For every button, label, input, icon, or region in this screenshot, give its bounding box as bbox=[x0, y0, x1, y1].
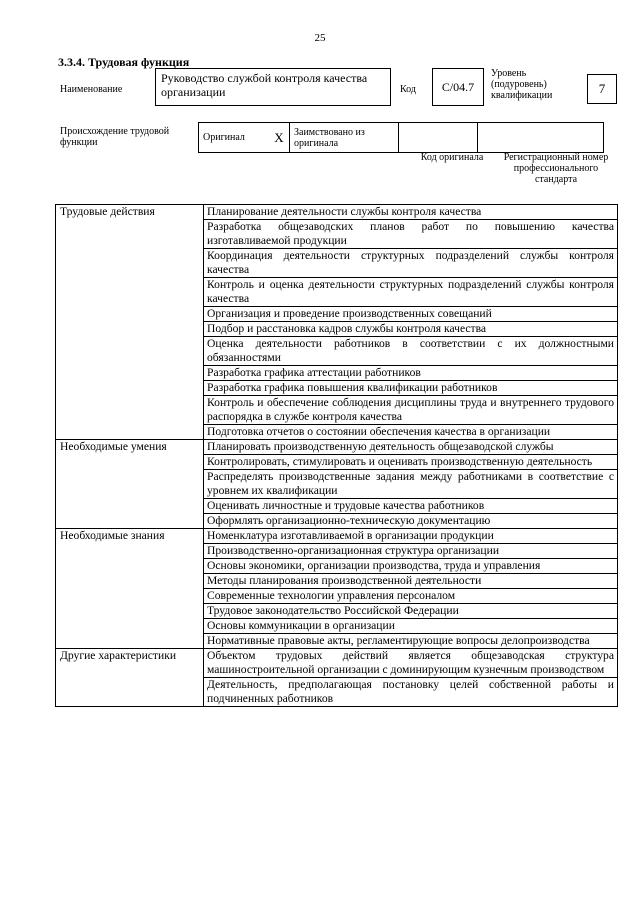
table-row bbox=[56, 205, 618, 220]
original-mark: X bbox=[269, 123, 290, 153]
section-item: Номенклатура изготавливаемой в организации продукции bbox=[204, 529, 618, 544]
section-item: Контроль и оценка деятельности структурных подразделений службы контроля качества bbox=[204, 278, 618, 307]
section-item: Разработка общезаводских планов работ по повышению качества изготавливаемой продукции bbox=[204, 220, 618, 249]
section-item: Методы планирования производственной деятельности bbox=[204, 574, 618, 589]
borrowed-label: Заимствовано из оригинала bbox=[290, 123, 399, 153]
section-item: Деятельность, предполагающая постановку целей собственной работы и подчиненных работников bbox=[204, 678, 618, 707]
section-item: Оформлять организационно-техническую документацию bbox=[204, 514, 618, 529]
section-item: Трудовое законодательство Российской Федерации bbox=[204, 604, 618, 619]
section-item: Планировать производственную деятельность общезаводской службы bbox=[204, 440, 618, 455]
table-row bbox=[56, 440, 618, 455]
code-label: Код bbox=[400, 84, 416, 95]
section-item: Разработка графика аттестации работников bbox=[204, 366, 618, 381]
section-item: Современные технологии управления персоналом bbox=[204, 589, 618, 604]
reg-number-caption: Регистрационный номер профессионального стандарта bbox=[503, 152, 609, 185]
section-title: 3.3.4. Трудовая функция bbox=[58, 55, 190, 69]
section-item: Планирование деятельности службы контроля качества bbox=[204, 205, 618, 220]
table-row bbox=[56, 649, 618, 678]
table-row bbox=[56, 529, 618, 544]
original-code-cell bbox=[399, 123, 478, 153]
section-item: Распределять производственные задания между работниками в соответствие с уровнем их квалификации bbox=[204, 470, 618, 499]
section-item: Основы экономики, организации производства, труда и управления bbox=[204, 559, 618, 574]
reg-number-cell bbox=[478, 123, 604, 153]
function-name-field: Руководство службой контроля качества организации bbox=[155, 68, 391, 106]
qualification-level-field: 7 bbox=[587, 74, 617, 104]
level-label: Уровень (подуровень) квалификации bbox=[491, 68, 553, 101]
section-item: Подбор и расстановка кадров службы контроля качества bbox=[204, 322, 618, 337]
original-code-caption: Код оригинала bbox=[420, 152, 484, 163]
page-number: 25 bbox=[314, 32, 326, 44]
section-item: Координация деятельности структурных подразделений службы контроля качества bbox=[204, 249, 618, 278]
section-label: Необходимые знания bbox=[56, 529, 204, 649]
function-code-field: C/04.7 bbox=[432, 68, 484, 106]
origin-label: Происхождение трудовой функции bbox=[60, 126, 170, 148]
origin-table bbox=[198, 122, 604, 153]
section-item: Оценка деятельности работников в соответствии с их должностными обязанностями bbox=[204, 337, 618, 366]
section-item: Производственно-организационная структура организации bbox=[204, 544, 618, 559]
section-label: Другие характеристики bbox=[56, 649, 204, 707]
section-item: Основы коммуникации в организации bbox=[204, 619, 618, 634]
labor-function-table bbox=[55, 204, 618, 707]
section-label: Необходимые умения bbox=[56, 440, 204, 529]
section-item: Подготовка отчетов о состоянии обеспечения качества в организации bbox=[204, 425, 618, 440]
section-item: Организация и проведение производственных совещаний bbox=[204, 307, 618, 322]
section-item: Нормативные правовые акты, регламентирующие вопросы делопроизводства bbox=[204, 634, 618, 649]
section-item: Контроль и обеспечение соблюдения дисциплины труда и внутреннего трудового распорядка в службе контроля качества bbox=[204, 396, 618, 425]
original-label: Оригинал bbox=[199, 123, 270, 153]
section-item: Контролировать, стимулировать и оценивать производственную деятельность bbox=[204, 455, 618, 470]
name-label: Наименование bbox=[60, 84, 123, 95]
section-item: Разработка графика повышения квалификации работников bbox=[204, 381, 618, 396]
section-item: Оценивать личностные и трудовые качества работников bbox=[204, 499, 618, 514]
section-label: Трудовые действия bbox=[56, 205, 204, 440]
section-item: Объектом трудовых действий является общезаводская структура машиностроительной организации с доминирующим кузнечным производством bbox=[204, 649, 618, 678]
